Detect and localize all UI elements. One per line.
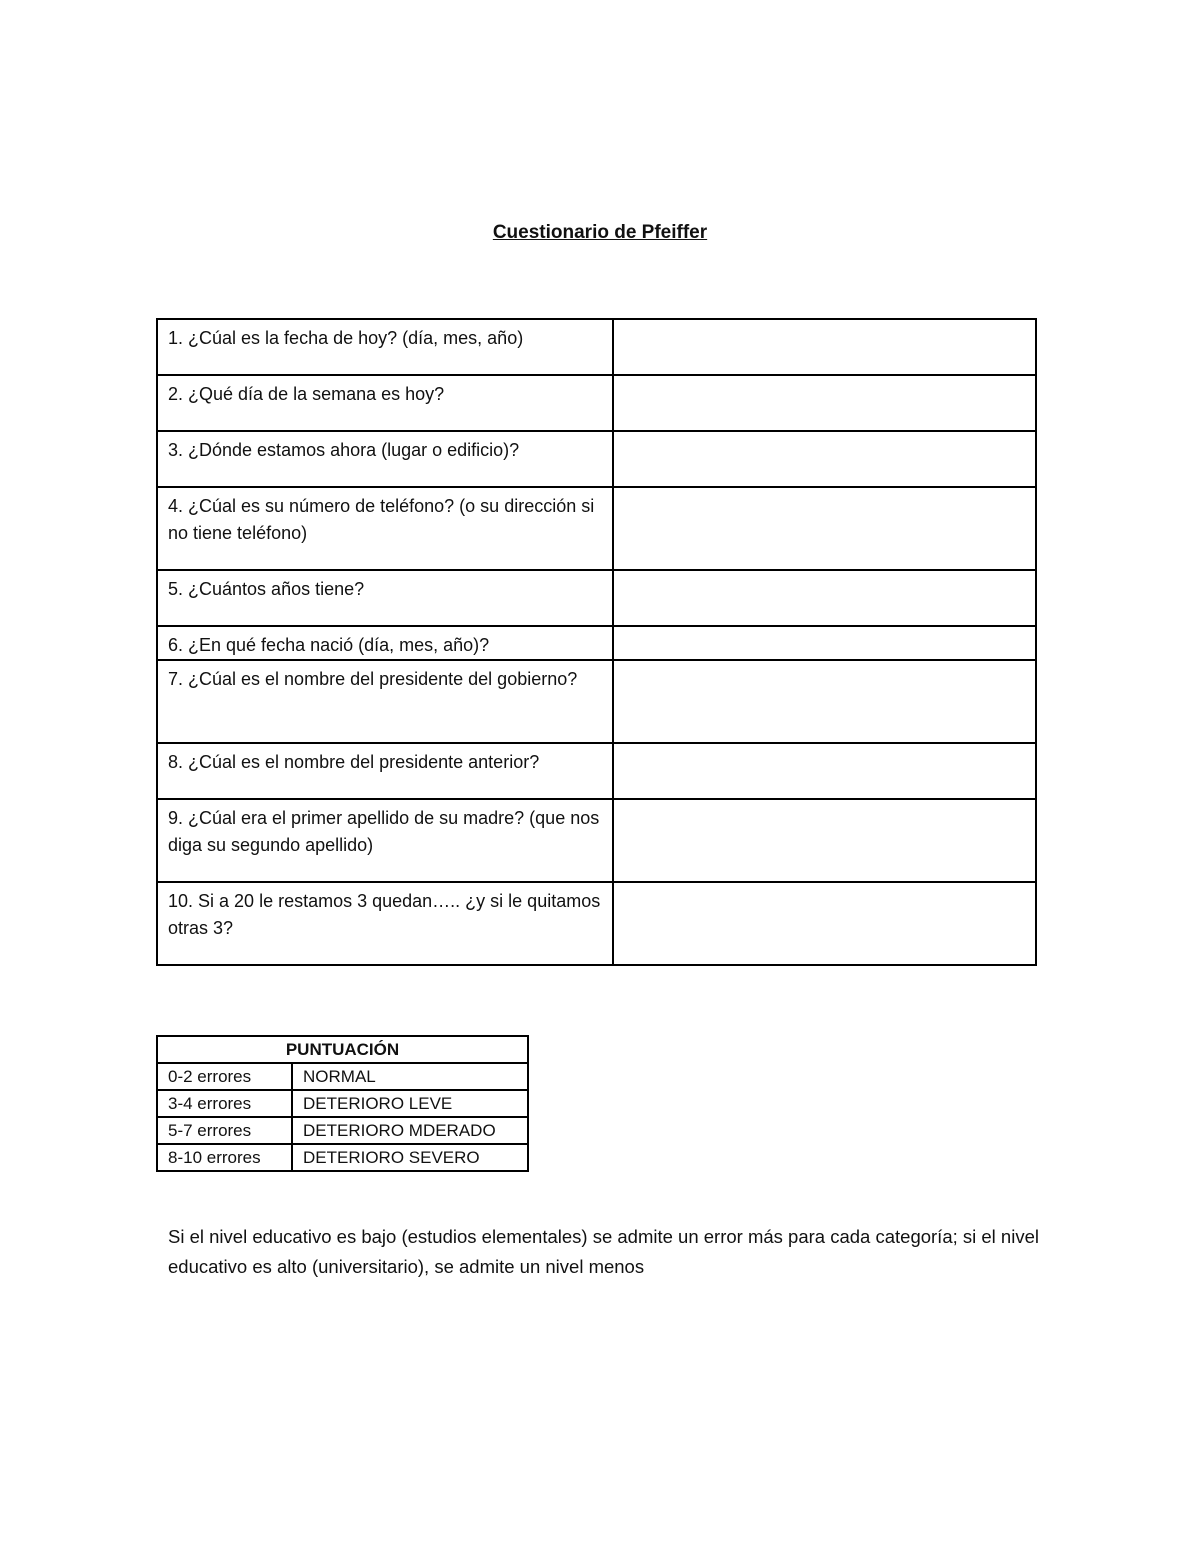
answer-cell[interactable] [613, 799, 1036, 882]
error-range: 8-10 errores [157, 1144, 292, 1171]
scoring-row [157, 1090, 528, 1117]
page-title: Cuestionario de Pfeiffer [492, 222, 708, 243]
answer-cell[interactable] [613, 626, 1036, 660]
answer-cell[interactable] [613, 319, 1036, 375]
questionnaire-table [156, 318, 1037, 966]
question-row [157, 799, 1036, 882]
question-row [157, 626, 1036, 660]
question-row [157, 319, 1036, 375]
scoring-header-row [157, 1036, 528, 1063]
answer-cell[interactable] [613, 375, 1036, 431]
question-row [157, 882, 1036, 965]
question-row [157, 743, 1036, 799]
answer-cell[interactable] [613, 570, 1036, 626]
scoring-row [157, 1063, 528, 1090]
question-text: 2. ¿Qué día de la semana es hoy? [157, 375, 613, 431]
question-text: 5. ¿Cuántos años tiene? [157, 570, 613, 626]
answer-cell[interactable] [613, 431, 1036, 487]
education-note: Si el nivel educativo es bajo (estudios elementales) se admite un error más para cada categoría; si el nivel educativo es alto (universitario), se admite un nivel menos [168, 1226, 1039, 1277]
scoring-row [157, 1117, 528, 1144]
answer-cell[interactable] [613, 743, 1036, 799]
question-row [157, 431, 1036, 487]
question-row [157, 660, 1036, 743]
question-row [157, 570, 1036, 626]
scoring-table [156, 1035, 529, 1172]
question-text: 10. Si a 20 le restamos 3 quedan….. ¿y si le quitamos otras 3? [157, 882, 613, 965]
error-range: 5-7 errores [157, 1117, 292, 1144]
question-row [157, 375, 1036, 431]
question-text: 7. ¿Cúal es el nombre del presidente del gobierno? [157, 660, 613, 743]
result-label: DETERIORO MDERADO [292, 1117, 528, 1144]
question-text: 9. ¿Cúal era el primer apellido de su madre? (que nos diga su segundo apellido) [157, 799, 613, 882]
question-row [157, 487, 1036, 570]
scoring-row [157, 1144, 528, 1171]
question-text: 6. ¿En qué fecha nació (día, mes, año)? [157, 626, 613, 660]
question-text: 8. ¿Cúal es el nombre del presidente anterior? [157, 743, 613, 799]
result-label: DETERIORO LEVE [292, 1090, 528, 1117]
question-text: 1. ¿Cúal es la fecha de hoy? (día, mes, año) [157, 319, 613, 375]
scoring-header: PUNTUACIÓN [157, 1036, 528, 1063]
result-label: DETERIORO SEVERO [292, 1144, 528, 1171]
answer-cell[interactable] [613, 882, 1036, 965]
answer-cell[interactable] [613, 487, 1036, 570]
result-label: NORMAL [292, 1063, 528, 1090]
question-text: 4. ¿Cúal es su número de teléfono? (o su dirección si no tiene teléfono) [157, 487, 613, 570]
answer-cell[interactable] [613, 660, 1036, 743]
error-range: 3-4 errores [157, 1090, 292, 1117]
error-range: 0-2 errores [157, 1063, 292, 1090]
question-text: 3. ¿Dónde estamos ahora (lugar o edificio)? [157, 431, 613, 487]
